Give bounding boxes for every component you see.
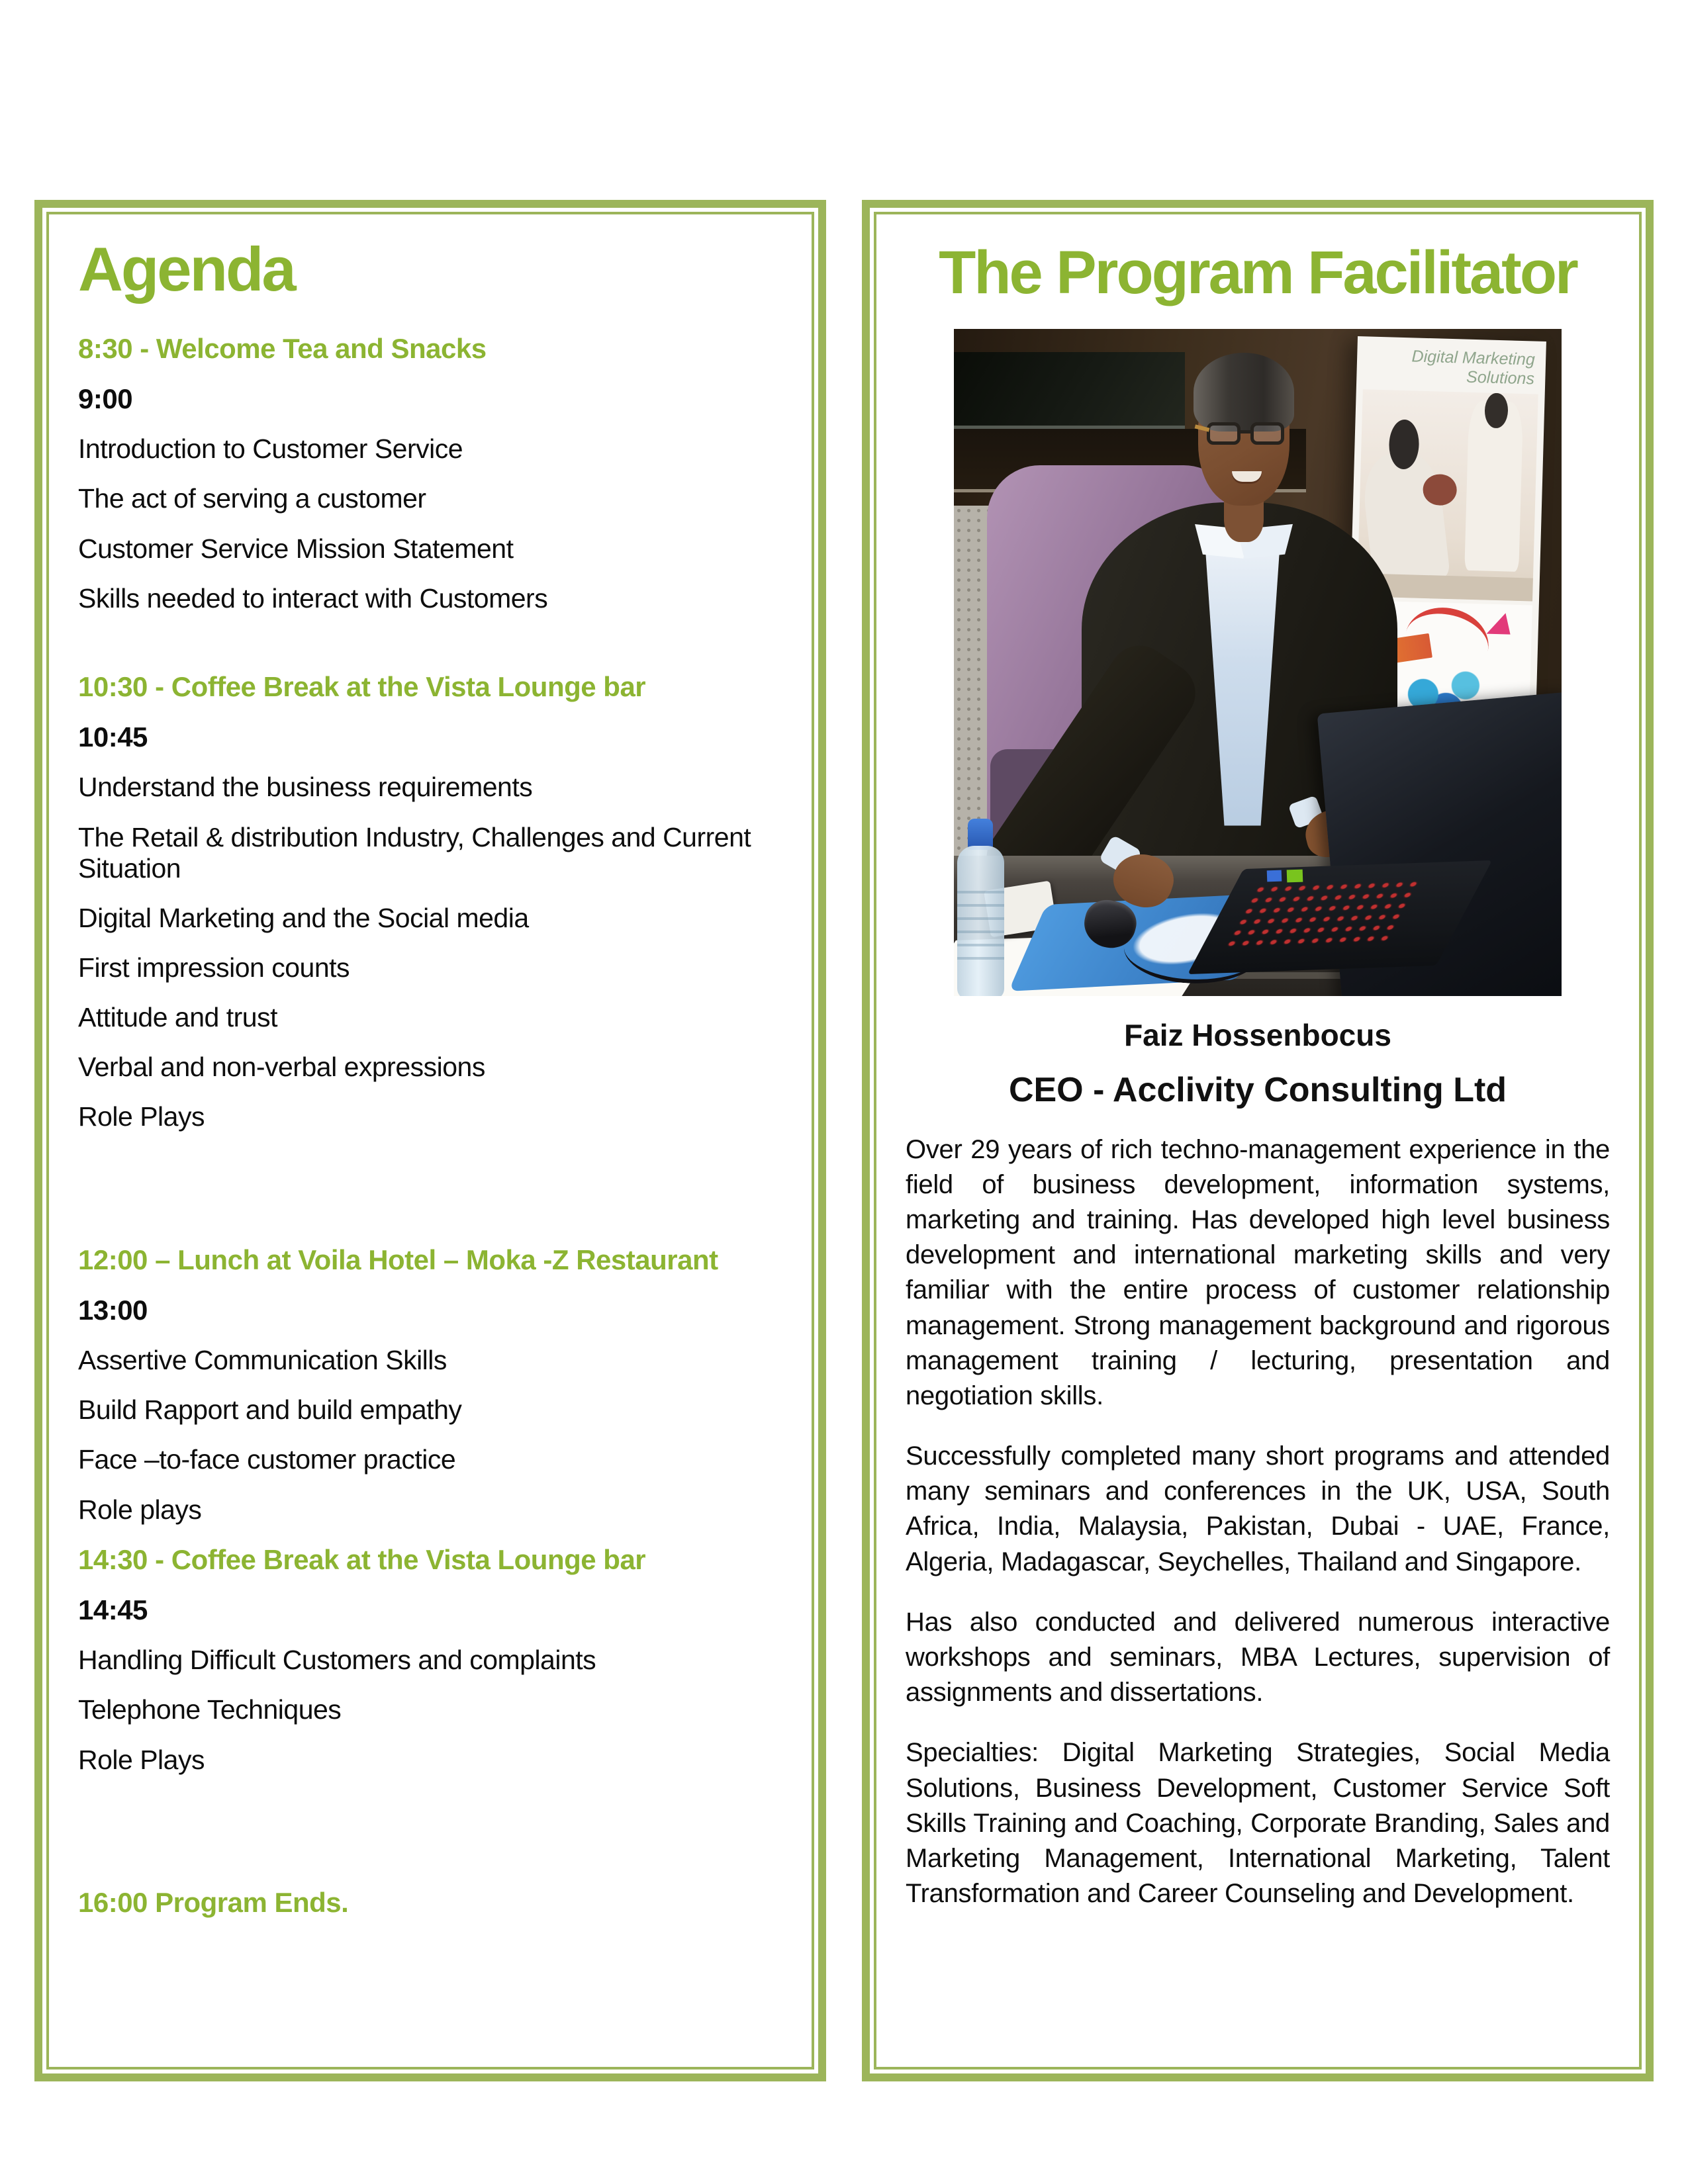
agenda-end: 16:00 Program Ends. bbox=[78, 1886, 349, 1918]
agenda-section: 10:30 - Coffee Break at the Vista Lounge bar bbox=[78, 670, 646, 702]
agenda-time: 14:45 bbox=[78, 1594, 148, 1626]
banner-clapping-hands bbox=[1423, 474, 1458, 506]
agenda-spacer-lg bbox=[78, 1794, 782, 1887]
agenda-section: 12:00 – Lunch at Voila Hotel – Moka -Z Restaurant bbox=[78, 1244, 718, 1275]
agenda-time: 9:00 bbox=[78, 383, 133, 414]
pink-flag bbox=[1487, 612, 1511, 634]
hair bbox=[1194, 353, 1294, 432]
agenda-item: Assertive Communication Skills bbox=[78, 1345, 447, 1376]
agenda-panel-inner-border bbox=[46, 212, 814, 2070]
banner-heading: Digital Marketing Solutions bbox=[1411, 347, 1536, 388]
facilitator-panel-inner-border bbox=[874, 212, 1642, 2070]
agenda-item: The Retail & distribution Industry, Challenges and Current Situation bbox=[78, 821, 751, 884]
agenda-list bbox=[78, 333, 782, 1919]
agenda-item: Verbal and non-verbal expressions bbox=[78, 1052, 485, 1083]
banner-photo-area bbox=[1358, 389, 1538, 601]
facilitator-name: Faiz Hossenbocus bbox=[1124, 1017, 1391, 1052]
agenda-title: Agenda bbox=[78, 234, 295, 304]
glasses-bridge bbox=[1239, 430, 1251, 433]
tv-screen bbox=[954, 352, 1185, 430]
agenda-item: Understand the business requirements bbox=[78, 772, 533, 803]
facilitator-title: The Program Facilitator bbox=[939, 239, 1577, 306]
facilitator-paragraph: Specialties: Digital Marketing Strategies, Social Media Solutions, Business Development, Customer Service Soft Skills Training and Coaching, Corporate Branding, Sales and Marketing Management, International Marketing, Talent Transformation and Career Counseling and Development. bbox=[906, 1738, 1610, 1909]
bottle-ribs bbox=[957, 880, 1004, 970]
agenda-item: Role Plays bbox=[78, 1101, 205, 1132]
agenda-item: Customer Service Mission Statement bbox=[78, 533, 514, 564]
agenda-item: Skills needed to interact with Customers bbox=[78, 582, 548, 614]
agenda-item: Handling Difficult Customers and complaints bbox=[78, 1645, 596, 1676]
agenda-item: Role plays bbox=[78, 1494, 202, 1525]
agenda-time: 13:00 bbox=[78, 1294, 148, 1326]
agenda-item: Telephone Techniques bbox=[78, 1694, 342, 1725]
agenda-time: 10:45 bbox=[78, 721, 148, 753]
laptop-sticker-green bbox=[1287, 870, 1303, 883]
agenda-item: Build Rapport and build empathy bbox=[78, 1394, 462, 1426]
glasses-right-lens bbox=[1250, 422, 1284, 445]
agenda-item: Attitude and trust bbox=[78, 1002, 277, 1033]
agenda-spacer-lg bbox=[78, 1152, 782, 1244]
bottle-cap bbox=[968, 819, 993, 849]
glasses-left-lens bbox=[1207, 422, 1241, 445]
agenda-spacer bbox=[78, 633, 782, 671]
laptop-sticker-blue bbox=[1266, 870, 1282, 882]
facilitator-bio bbox=[906, 1132, 1610, 1912]
facilitator-paragraph: Has also conducted and delivered numerous interactive workshops and seminars, MBA Lectures, supervision of assignments and dissertations. bbox=[906, 1607, 1610, 1707]
facilitator-paragraph: Over 29 years of rich techno-management experience in the field of business development, information systems, marketing and training. Has developed high level business development and international marketing skills and very familiar with the entire process of customer relationship management. Strong management background and rigorous management training / lecturing, presentation and negotiation skills. bbox=[906, 1134, 1610, 1410]
agenda-item: Face –to-face customer practice bbox=[78, 1444, 456, 1475]
facilitator-role: CEO - Acclivity Consulting Ltd bbox=[1008, 1070, 1507, 1109]
agenda-item: Introduction to Customer Service bbox=[78, 433, 463, 465]
water-bottle bbox=[957, 819, 1005, 995]
agenda-panel bbox=[34, 200, 826, 2081]
facilitator-paragraph: Successfully completed many short programs and attended many seminars and conferences in the UK, USA, South Africa, India, Malaysia, Pakistan, Dubai - UAE, France, Algeria, Madagascar, Seychelles, Thailand and Singapore. bbox=[906, 1441, 1610, 1576]
facilitator-panel bbox=[862, 200, 1654, 2081]
agenda-item: First impression counts bbox=[78, 952, 350, 983]
agenda-section: 14:30 - Coffee Break at the Vista Lounge bar bbox=[78, 1543, 646, 1575]
agenda-item: Digital Marketing and the Social media bbox=[78, 902, 529, 933]
agenda-item: Role Plays bbox=[78, 1744, 205, 1775]
agenda-section: 8:30 - Welcome Tea and Snacks bbox=[78, 332, 487, 364]
agenda-item: The act of serving a customer bbox=[78, 483, 426, 514]
facilitator-photo bbox=[954, 329, 1562, 996]
